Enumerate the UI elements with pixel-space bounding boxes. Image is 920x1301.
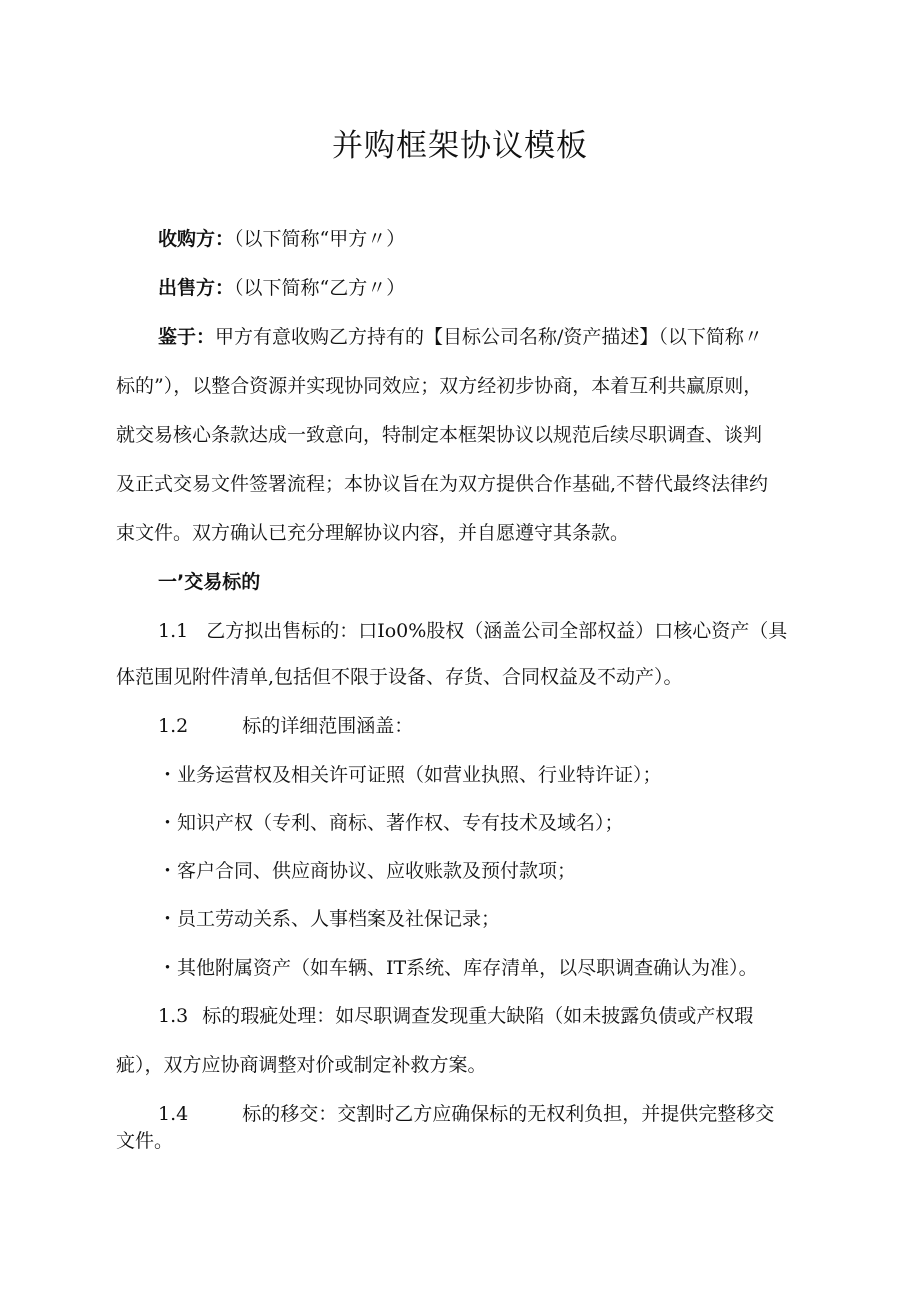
clause-1-3-line-1 (158, 1003, 753, 1029)
clause-1-2 (158, 713, 413, 739)
clause-1-4-text-1: 标的移交：交割时乙方应确保标的无权利负担，并提供完整移交 (242, 1103, 775, 1125)
clause-1-2-text: 标的详细范围涵盖： (242, 715, 414, 737)
buyer-text: （以下简称“甲方〃） (234, 228, 406, 250)
seller-line (158, 275, 405, 301)
recital-text-1: 甲方有意收购乙方持有的【目标公司名称/资产描述】（以下简称〃 (215, 326, 763, 348)
document-title: 并购框架协议模板 (332, 128, 588, 164)
clause-1-4-line-2: 文件。 (116, 1130, 174, 1152)
bullet-item-2: ・知识产权（专利、商标、著作权、专有技术及域名）； (158, 812, 624, 834)
clause-1-1-text-1: 乙方拟出售标的：口Io0%股权（涵盖公司全部权益）口核心资产（具 (206, 620, 788, 642)
recital-line-4: 及正式交易文件签署流程；本协议旨在为双方提供合作基础,不替代最终法律约 (116, 473, 769, 495)
recital-line-1 (158, 324, 763, 350)
bullet-item-1: ・业务运营权及相关许可证照（如营业执照、行业特许证）； (158, 764, 662, 786)
clause-1-3-line-2: 疵），双方应协商调整对价或制定补救方案。 (116, 1054, 487, 1076)
recital-line-5: 束文件。双方确认已充分理解协议内容，并自愿遵守其条款。 (116, 522, 630, 544)
clause-1-4-line-1 (158, 1101, 774, 1127)
recital-line-3: 就交易核心条款达成一致意向，特制定本框架协议以规范后续尽职调查、谈判 (116, 424, 763, 446)
clause-1-1-line-2: 体范围见附件清单,包括但不限于设备、存货、合同权益及不动产）。 (116, 666, 683, 688)
clause-1-3-text-1: 标的瑕疵处理：如尽职调查发现重大缺陷（如未披露负债或产权瑕 (202, 1005, 754, 1027)
clause-1-3-number: 1.3 (158, 1005, 189, 1027)
bullet-item-4: ・员工劳动关系、人事档案及社保记录； (158, 908, 501, 930)
clause-1-1-number: 1.1 (158, 620, 189, 642)
buyer-line (158, 226, 405, 252)
buyer-label: 收购方： (158, 228, 235, 250)
clause-1-4-number: 1.4 (158, 1103, 189, 1125)
clause-1-1-line-1 (158, 618, 787, 644)
bullet-item-5: ・其他附属资产（如车辆、IT系统、库存清单，以尽职调查确认为准）。 (158, 957, 758, 979)
seller-text: （以下简称“乙方〃） (234, 277, 406, 299)
seller-label: 出售方： (158, 277, 235, 299)
section-1-heading: 一’交易标的 (158, 571, 261, 593)
recital-line-2: 标的”），以整合资源并实现协同效应；双方经初步协商，本着互利共赢原则， (116, 375, 763, 397)
recital-label: 鉴于： (158, 326, 216, 348)
bullet-item-3: ・客户合同、供应商协议、应收账款及预付款项； (158, 860, 577, 882)
clause-1-2-number: 1.2 (158, 715, 189, 737)
